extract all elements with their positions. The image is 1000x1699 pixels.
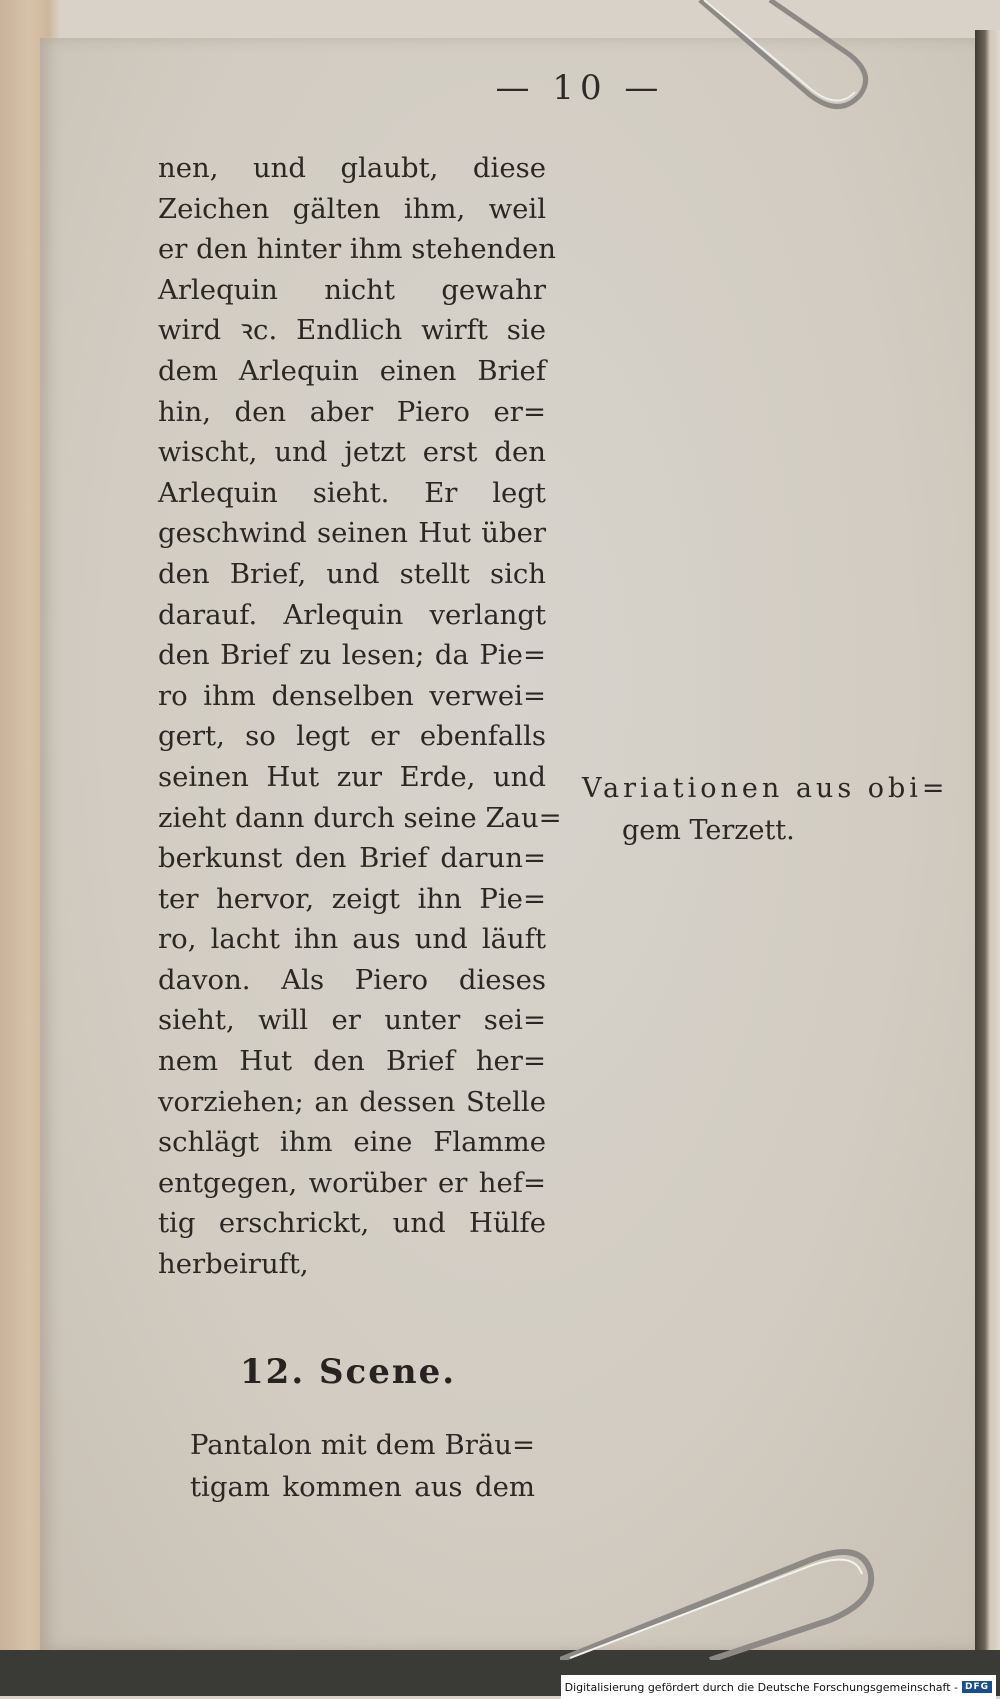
text-line: Pantalon mit dem Bräu= — [190, 1429, 535, 1461]
digitization-credit — [561, 1675, 996, 1699]
text-line: er den hinter ihm stehenden — [158, 233, 556, 266]
text-line: entgegen, worüber er hef= — [158, 1166, 546, 1199]
text-line: hin, den aber Piero er= — [158, 395, 546, 428]
text-line: geschwind seinen Hut über — [158, 517, 546, 550]
credit-text: Digitalisierung gefördert durch die Deutsche Forschungsgemeinschaft - — [564, 1680, 958, 1694]
text-line: wird ꝛc. Endlich wirft sie — [158, 314, 546, 347]
page-number: — 10 — — [495, 68, 665, 108]
text-line: ro ihm denselben verwei= — [158, 679, 546, 712]
text-line: davon. Als Piero dieses — [158, 963, 546, 996]
text-line: Arlequin sieht. Er legt — [158, 476, 546, 509]
text-line: dem Arlequin einen Brief — [158, 354, 546, 387]
text-line: den Brief, und stellt sich — [158, 557, 546, 590]
paper-clip-bottom-icon — [560, 1530, 890, 1660]
main-text-column — [158, 148, 562, 1285]
text-line: herbeiruft, — [158, 1248, 309, 1281]
text-line: Arlequin nicht gewahr — [158, 273, 546, 306]
text-line: vorziehen; an dessen Stelle — [158, 1085, 546, 1118]
scene-text-column — [190, 1424, 535, 1508]
side-note-line: Variationen aus obi= — [582, 773, 949, 804]
side-note-line: gem Terzett. — [622, 815, 795, 846]
text-line: ter hervor, zeigt ihn Pie= — [158, 882, 546, 915]
text-line: darauf. Arlequin verlangt — [158, 598, 546, 631]
next-page-edge — [975, 30, 1000, 1660]
dfg-logo: DFG — [962, 1681, 992, 1693]
paper-clip-top-icon — [690, 0, 880, 120]
text-line: nem Hut den Brief her= — [158, 1045, 546, 1078]
scene-heading: 12. Scene. — [240, 1352, 457, 1392]
text-line: tigam kommen aus dem — [190, 1471, 535, 1503]
text-line: Zeichen gälten ihm, weil — [158, 192, 546, 225]
text-line: schlägt ihm eine Flamme — [158, 1126, 546, 1159]
text-line: tig erschrickt, und Hülfe — [158, 1207, 546, 1240]
text-line: ro, lacht ihn aus und läuft — [158, 923, 546, 956]
text-line: seinen Hut zur Erde, und — [158, 760, 546, 793]
text-line: den Brief zu lesen; da Pie= — [158, 639, 546, 672]
text-line: zieht dann durch seine Zau= — [158, 801, 562, 834]
text-line: wischt, und jetzt erst den — [158, 436, 546, 469]
text-line: gert, so legt er ebenfalls — [158, 720, 546, 753]
text-line: sieht, will er unter sei= — [158, 1004, 546, 1037]
text-line: nen, und glaubt, diese — [158, 152, 546, 184]
text-line: berkunst den Brief darun= — [158, 842, 546, 875]
music-side-note — [582, 768, 952, 852]
